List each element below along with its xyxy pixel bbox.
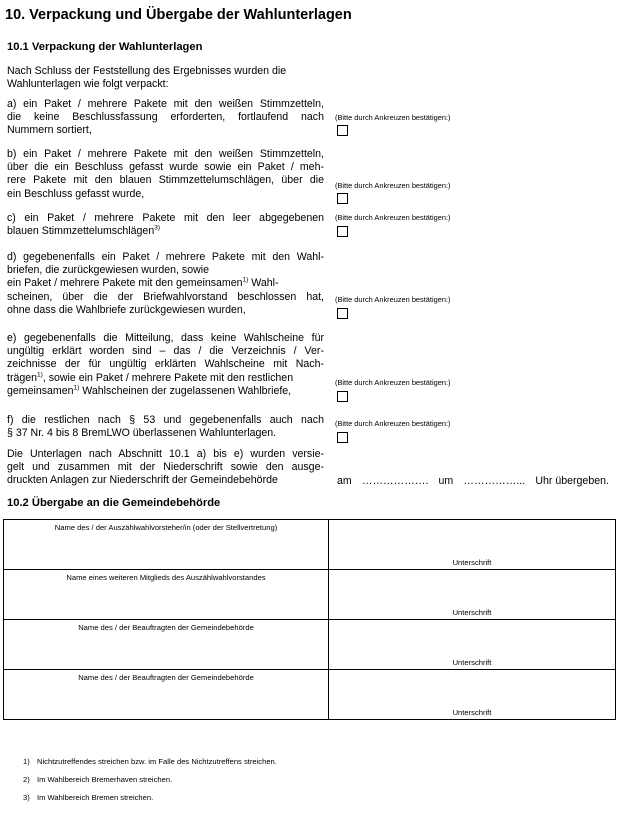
confirm-hint-c: (Bitte durch Ankreuzen bestätigen:) [335,213,451,222]
item-c-text: c) ein Paket / mehrere Pakete mit den leer abgegebenen blauen Stimmzettelumschlägen$^{3)}$ [7,212,324,238]
table-row [4,620,616,670]
footnote: 1) Nichtzutreffendes streichen bzw. im Falle des Nichtzutreffens streichen. [23,757,277,766]
signature-table [3,519,616,720]
name-field-beauftragter-2[interactable]: Name des / der Beauftragten der Gemeindebehörde [4,670,329,720]
name-field-beauftragter[interactable]: Name des / der Beauftragten der Gemeindebehörde [4,620,329,670]
footnote: 2) Im Wahlbereich Bremerhaven streichen. [23,775,173,784]
table-row [4,520,616,570]
confirm-hint-d: (Bitte durch Ankreuzen bestätigen:) [335,295,451,304]
table-row [4,570,616,620]
table-row [4,670,616,720]
confirm-hint-b: (Bitte durch Ankreuzen bestätigen:) [335,181,451,190]
checkbox-item-e[interactable] [337,391,348,402]
item-a-text: a) ein Paket / mehrere Pakete mit den weißen Stimmzetteln, die keine Beschlussfassung erforderten, fortlaufend nach Nummern sortiert, [7,98,324,137]
checkbox-item-c[interactable] [337,226,348,237]
section-heading-10-2: 10.2 Übergabe an die Gemeindebehörde [7,497,221,509]
checkbox-item-a[interactable] [337,125,348,136]
name-field-vorsteher[interactable]: Name des / der Auszählwahlvorsteher/in (oder der Stellvertretung) [4,520,329,570]
date-field[interactable]: ………………. [361,475,429,487]
name-field-mitglied[interactable]: Name eines weiteren Mitglieds des Auszählwahlvorstandes [4,570,329,620]
item-e-text: e) gegebenenfalls die Mitteilung, dass keine Wahlscheine für ungültig erklärt worden sind – das / die Verzeichnis / Ver- zeichnisse der für ungültig erklärten Wahlscheine mit Nach- trägen$^{1)}$, sowie ein Paket / mehrere Pakete mit den restlichen gemeinsamen$^{1)}$ Wahlscheinen der zugelassenen Wahlbriefe, [7,332,324,397]
checkbox-item-d[interactable] [337,308,348,319]
item-d-text: d) gegebenenfalls ein Paket / mehrere Pakete mit den Wahl- briefen, die zurückgewiesen wurden, sowie ein Paket / mehrere Pakete mit den gemeinsamen$^{1)}$ Wahl- scheinen, über die der Briefwahlvorstand beschlossen hat, ohne dass die Wahlbriefe zurückgewiesen wurden, [7,251,324,316]
closing-text: Die Unterlagen nach Abschnitt 10.1 a) bis e) wurden versie- gelt und zusammen mit der Niederschrift sowie den ausge- druckten Anlagen zur Niederschrift der Gemeindebehörde [7,448,324,487]
handover-line: am ………………. um ……………... Uhr übergeben. [337,475,609,487]
signature-field[interactable]: Unterschrift [329,670,616,720]
time-field[interactable]: ……………... [463,475,526,487]
item-f-text: f) die restlichen nach § 53 und gegebenenfalls auch nach § 37 Nr. 4 bis 8 BremLWO überlassenen Wahlunterlagen. [7,414,324,440]
signature-field[interactable]: Unterschrift [329,520,616,570]
checkbox-item-f[interactable] [337,432,348,443]
signature-field[interactable]: Unterschrift [329,620,616,670]
item-b-text: b) ein Paket / mehrere Pakete mit den weißen Stimmzetteln, über die ein Beschluss gefasst wurde sowie ein Paket / meh- rere Pakete mit den blauen Stimmzettelumschlägen, über die ein Beschluss gefasst wurde, [7,148,324,200]
intro-text: Nach Schluss der Feststellung des Ergebnisses wurden die Wahlunterlagen wie folgt verpackt: [7,65,287,91]
confirm-hint-f: (Bitte durch Ankreuzen bestätigen:) [335,419,451,428]
signature-field[interactable]: Unterschrift [329,570,616,620]
checkbox-item-b[interactable] [337,193,348,204]
footnote: 3) Im Wahlbereich Bremen streichen. [23,793,154,802]
confirm-hint-a: (Bitte durch Ankreuzen bestätigen:) [335,113,451,122]
section-heading-10-1: 10.1 Verpackung der Wahlunterlagen [7,41,203,53]
confirm-hint-e: (Bitte durch Ankreuzen bestätigen:) [335,378,451,387]
page-title: 10. Verpackung und Übergabe der Wahlunterlagen [5,7,352,23]
